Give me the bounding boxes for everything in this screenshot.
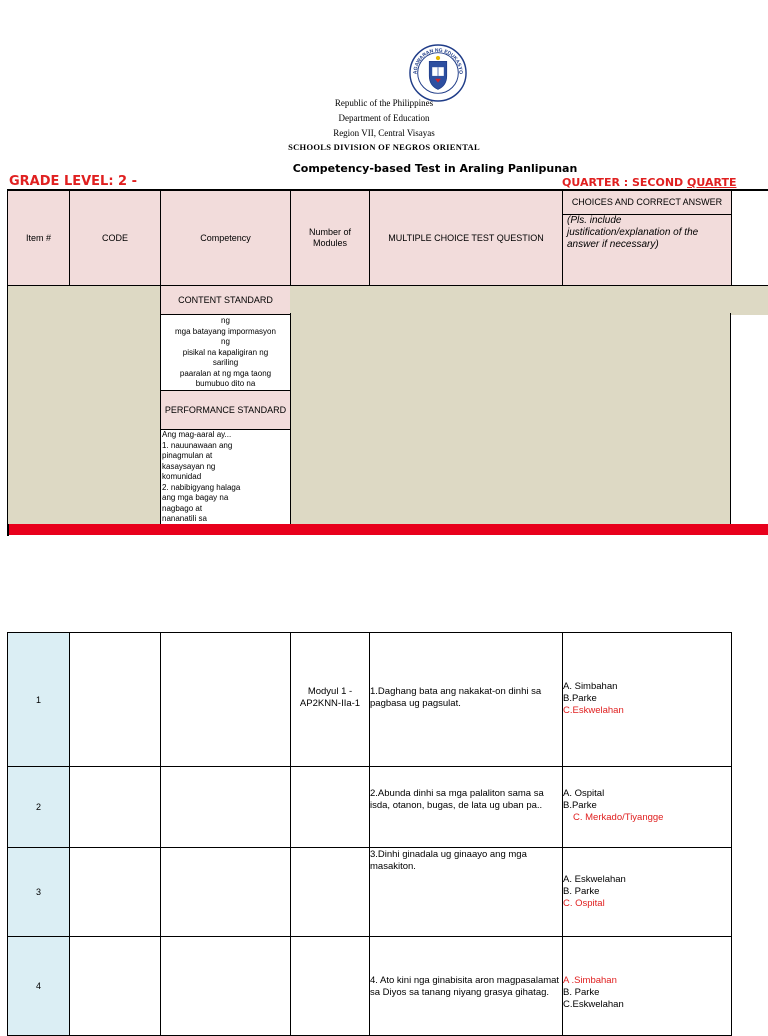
choice-a: A. Eskwelahan: [563, 874, 626, 885]
content-standard-text: ng mga batayang impormasyon ng pisikal na kapaligiran ng sariling paaralan at ng mga taong bumubuo dito na: [160, 314, 291, 391]
question-text: 4. Ato kini nga ginabisita aron magpasalamat sa Diyos sa tanang niyang grasya gihatag.: [370, 975, 560, 998]
competency-cell: [160, 766, 291, 848]
col-header-choices-note: [562, 214, 732, 286]
content-standard-label: CONTENT STANDARD: [178, 294, 273, 305]
question-text: 2.Abunda dinhi sa mga palaliton sama sa isda, otanon, bugas, de lata ug uban pa..: [370, 788, 544, 811]
item-number-cell: [7, 936, 70, 1036]
region-line: Region VII, Central Visayas: [333, 128, 435, 138]
question-cell: [369, 936, 563, 1036]
correct-answer: A .Simbahan: [563, 975, 617, 986]
competency-cell: [160, 847, 291, 937]
question-text: 3.Dinhi ginadala ug ginaayo ang mga masakiton.: [370, 849, 527, 872]
item-number-cell: [7, 766, 70, 848]
choice-b: B.Parke: [563, 693, 597, 704]
code-cell: [69, 766, 161, 848]
question-cell: [369, 632, 563, 767]
correct-answer: C.Eskwelahan: [563, 705, 624, 716]
col-choices-label: CHOICES AND CORRECT ANSWER: [571, 197, 723, 207]
modules-cell: [290, 632, 370, 767]
correct-answer: C. Merkado/Tiyangge: [573, 812, 664, 823]
choice-b: B. Parke: [563, 987, 600, 998]
choices-cell: [562, 766, 732, 848]
choice-a: A. Ospital: [563, 788, 605, 799]
col-item-label: Item #: [25, 232, 51, 243]
modules-cell: [290, 847, 370, 937]
competency-cell: [160, 632, 291, 767]
division-line: SCHOOLS DIVISION OF NEGROS ORIENTAL: [288, 142, 480, 152]
quarter-label: [562, 176, 768, 189]
item-number: 2: [35, 802, 41, 812]
code-cell: [69, 847, 161, 937]
item-number: 3: [35, 887, 41, 897]
question-cell: [369, 766, 563, 848]
choices-cell: [562, 632, 732, 767]
correct-answer: C. Ospital: [563, 898, 605, 909]
choice-a: A. Simbahan: [563, 681, 618, 692]
performance-standard-label: PERFORMANCE STANDARD: [164, 404, 287, 415]
choice-b: B.Parke: [563, 800, 597, 811]
quarter-cut-text: QUARTE: [687, 176, 737, 189]
performance-standard-header: [160, 390, 291, 430]
red-separator-bar: [7, 524, 768, 535]
seal-lettering: AGAWARAN NG EDUKASYO: [412, 47, 464, 75]
col-header-question: [369, 190, 563, 286]
col-code-label: CODE: [101, 232, 128, 243]
choices-cell: [562, 936, 732, 1036]
performance-standard-text: Ang mag-aaral ay... 1. nauunawaan ang pinagmulan at kasaysayan ng komunidad 2. nabibigyang halaga ang mga bagay na nagbago at nananatili sa: [160, 429, 291, 525]
col-question-label: MULTIPLE CHOICE TEST QUESTION: [388, 232, 544, 243]
modules-cell: [290, 936, 370, 1036]
col-header-modules: [290, 190, 370, 286]
choices-note-text: (Pls. include justification/explanation of the answer if necessary): [567, 215, 699, 250]
col-header-choices: [562, 190, 732, 215]
grade-level: GRADE LEVEL: 2 -: [9, 174, 138, 189]
col-header-competency: [160, 190, 291, 286]
quarter-text: QUARTER : SECOND: [562, 176, 688, 189]
deped-seal-logo: [409, 44, 467, 102]
col-modules-label: Number of Modules: [308, 227, 352, 248]
choice-c: C.Eskwelahan: [563, 999, 624, 1010]
choices-cell: [562, 847, 732, 937]
question-text: 1.Daghang bata ang nakakat-on dinhi sa pagbasa ug pagsulat.: [370, 686, 542, 709]
col-competency-label: Competency: [200, 232, 251, 243]
item-number: 4: [35, 981, 41, 991]
item-number-cell: [7, 847, 70, 937]
standards-left-blank: [7, 285, 161, 525]
republic-line: Republic of the Philippines: [334, 98, 434, 108]
module-code: Modyul 1 - AP2KNN-IIa-1: [299, 686, 361, 709]
col-header-item: [7, 190, 70, 286]
code-cell: [69, 936, 161, 1036]
item-number-cell: [7, 632, 70, 767]
col-header-code: [69, 190, 161, 286]
test-title: Competency-based Test in Araling Panlipunan: [292, 162, 578, 175]
question-cell: [369, 847, 563, 937]
competency-cell: [160, 936, 291, 1036]
standards-right-band: [290, 285, 768, 315]
modules-cell: [290, 766, 370, 848]
department-line: Department of Education: [338, 113, 430, 123]
item-number: 1: [35, 694, 41, 705]
red-bar-left-edge: [7, 524, 9, 536]
choice-b: B. Parke: [563, 886, 600, 897]
code-cell: [69, 632, 161, 767]
content-standard-header: [160, 285, 291, 315]
standards-right-blank: [290, 313, 731, 525]
